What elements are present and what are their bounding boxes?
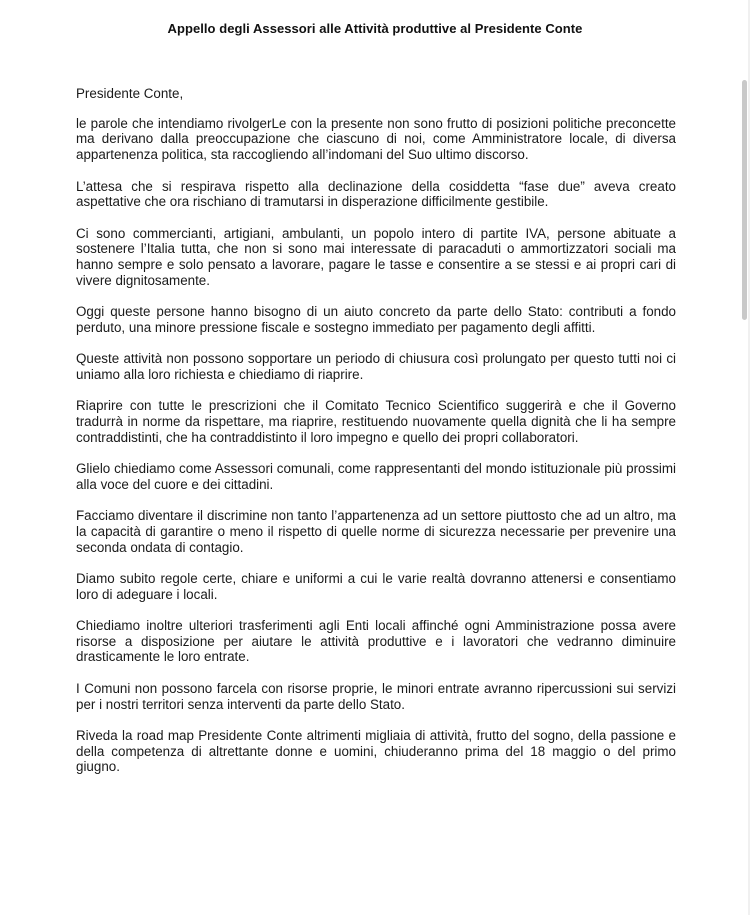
paragraph: Glielo chiediamo come Assessori comunali, come rappresentanti del mondo istituzionale più prossimi alla voce del cuore e dei cittadini. — [76, 461, 676, 492]
paragraph: Oggi queste persone hanno bisogno di un aiuto concreto da parte dello Stato: contributi a fondo perduto, una minore pressione fiscale e sostegno immediato per pagamento degli affitti. — [76, 304, 676, 335]
greeting: Presidente Conte, — [76, 86, 184, 101]
document-title: Appello degli Assessori alle Attività produttive al Presidente Conte — [167, 21, 583, 36]
paragraph: Diamo subito regole certe, chiare e uniformi a cui le varie realtà dovranno attenersi e consentiamo loro di adeguare i locali. — [76, 570, 676, 602]
paragraph: Ci sono commercianti, artigiani, ambulanti, un popolo intero di partite IVA, persone abituate a sostenere l’Italia tutta, che non si sono mai interessate di paracaduti o ammortizzatori sociali ma hanno sempre e solo pensato a lavorare, pagare le tasse e consentire a se stessi e ai propri cari di vivere dignitosamente. — [76, 225, 676, 288]
paragraph: Riaprire con tutte le prescrizioni che il Comitato Tecnico Scientifico suggerirà e che il Governo tradurrà in norme da rispettare, ma riaprire, restituendo nuovamente quella dignità che li ha sempre contraddistinti, che ha contraddistinto il loro impegno e quello dei propri collaboratori. — [76, 398, 676, 445]
paragraph: I Comuni non possono farcela con risorse proprie, le minori entrate avranno ripercussioni sui servizi per i nostri territori senza interventi da parte dello Stato. — [76, 680, 676, 712]
paragraph: Queste attività non possono sopportare un periodo di chiusura così prolungato per questo tutti noi ci uniamo alla loro richiesta e chiediamo di riaprire. — [76, 351, 676, 382]
paragraph: Facciamo diventare il discrimine non tanto l’appartenenza ad un settore piuttosto che ad un altro, ma la capacità di garantire o meno il rispetto di quelle norme di sicurezza necessarie per prevenire una seconda ondata di contagio. — [76, 508, 676, 555]
letter-body — [76, 86, 676, 791]
paragraph: Chiediamo inoltre ulteriori trasferimenti agli Enti locali affinché ogni Amministrazione possa avere risorse a disposizione per aiutare le attività produttive e i lavoratori che vedranno diminuire drasticamente le loro entrate. — [76, 618, 676, 665]
paragraph: L’attesa che si respirava rispetto alla declinazione della cosiddetta “fase due” aveva creato aspettative che ora rischiano di tramutarsi in disperazione difficilmente gestibile. — [76, 178, 676, 210]
paragraph: Riveda la road map Presidente Conte altrimenti migliaia di attività, frutto del sogno, della passione e della competenza di altrettante donne e uomini, chiuderanno prima del 18 maggio o del primo giugno. — [76, 727, 676, 775]
vertical-scrollbar[interactable] — [742, 80, 747, 320]
paragraph: le parole che intendiamo rivolgerLe con la presente non sono frutto di posizioni politiche preconcette ma derivano dalla preoccupazione che ciascuno di noi, come Amministratore locale, di diversa appartenenza politica, sta raccogliendo all’indomani del Suo ultimo discorso. — [76, 115, 676, 163]
